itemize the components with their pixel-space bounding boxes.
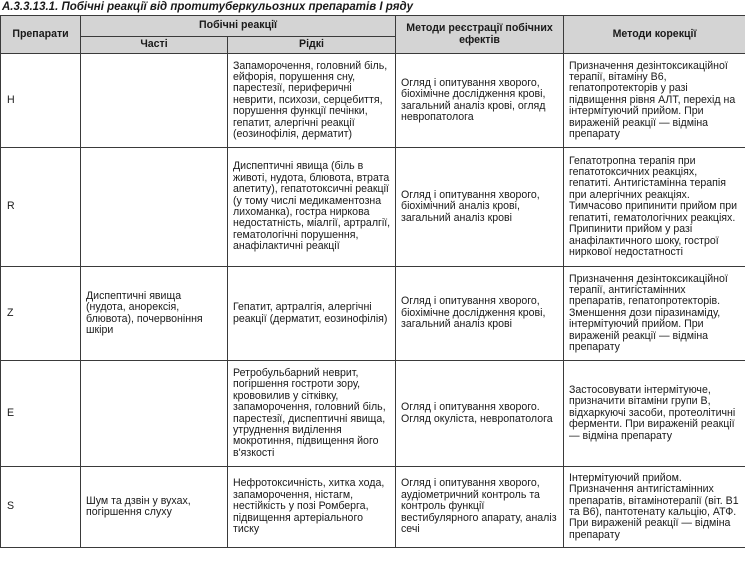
header-rare: Рідкі [228, 37, 396, 54]
registration-cell: Огляд і опитування хворого. Огляд окуліста, невропатолога [396, 361, 564, 467]
correction-cell: Гепатотропна терапія при гепатотоксичних реакціях, гепатиті. Антигістамінна терапія при алергічних реакціях. Тимчасово припинити прийом при гепатиті, гематологічних реакціях. Припинити прийом у разі анафілактичного шоку, гострої ниркової недостатності [564, 148, 745, 267]
drug-cell: E [1, 361, 81, 467]
registration-cell: Огляд і опитування хворого, біохімічне дослідження крові, загальний аналіз крові [396, 267, 564, 361]
registration-cell: Огляд і опитування хворого, аудіометричний контроль та контроль функції вестибулярного апарату, аналіз сечі [396, 467, 564, 548]
frequent-cell: Шум та дзвін у вухах, погіршення слуху [81, 467, 228, 548]
rare-cell: Нефротоксичність, хитка хода, запаморочення, ністагм, нестійкість у позі Ромберга, підвищення артеріального тиску [228, 467, 396, 548]
header-registration: Методи реєстрації побічних ефектів [396, 16, 564, 54]
table-row [1, 467, 745, 548]
correction-cell: Призначення дезінтоксикаційної терапії, антигістамінних препаратів, гепатопротекторів. Зменшення дози піразинаміду, інтермітуючий прийом. При вираженій реакції — відміна препарату [564, 267, 745, 361]
correction-cell: Призначення дезінтоксикаційної терапії, вітаміну В6, гепатопротекторів у разі підвищення рівня АЛТ, перехід на інтермітуючий прийом. При вираженій реакції — відміна препарату [564, 54, 745, 148]
frequent-cell [81, 54, 228, 148]
side-effects-table [0, 15, 745, 548]
drug-cell: H [1, 54, 81, 148]
registration-cell: Огляд і опитування хворого, біохімічний аналіз крові, загальний аналіз крові [396, 148, 564, 267]
table-title: А.3.3.13.1. Побічні реакції від протитуберкульозних препаратів І ряду [2, 1, 414, 13]
header-row [1, 16, 745, 37]
rare-cell: Запаморочення, головний біль, ейфорія, порушення сну, парестезії, периферичні неврити, психози, серцебиття, порушення функції печінки, гепатит, алергічні реакції (еозинофілія, дерматит) [228, 54, 396, 148]
table-row [1, 54, 745, 148]
table-row [1, 267, 745, 361]
drug-cell: Z [1, 267, 81, 361]
header-drugs: Препарати [1, 16, 81, 54]
header-correction: Методи корекції [564, 16, 745, 54]
frequent-cell [81, 148, 228, 267]
rare-cell: Гепатит, артралгія, алергічні реакції (дерматит, еозинофілія) [228, 267, 396, 361]
table-row [1, 361, 745, 467]
header-side-effects: Побічні реакції [81, 16, 396, 37]
drug-cell: S [1, 467, 81, 548]
frequent-cell: Диспептичні явища (нудота, анорексія, блювота), почервоніння шкіри [81, 267, 228, 361]
rare-cell: Ретробульбарний неврит, погіршення гостроти зору, крововилив у сітківку, запаморочення, головний біль, парестезії, диспептичні явища, утруднення виділення мокротиння, підвищення його в'язкості [228, 361, 396, 467]
registration-cell: Огляд і опитування хворого, біохімічне дослідження крові, загальний аналіз крові, огляд невропатолога [396, 54, 564, 148]
frequent-cell [81, 361, 228, 467]
header-frequent: Часті [81, 37, 228, 54]
correction-cell: Інтермітуючий прийом. Призначення антигістамінних препаратів, вітамінотерапії (віт. В1 та В6), пантотенату кальцію, АТФ. При вираженій реакції — відміна препарату [564, 467, 745, 548]
drug-cell: R [1, 148, 81, 267]
rare-cell: Диспептичні явища (біль в животі, нудота, блювота, втрата апетиту), гепатотоксичні реакції (у тому числі медикаментозна лихоманка), гостра ниркова недостатність, міалгії, артралгії, гематологічні порушення, анафілактичні реакції [228, 148, 396, 267]
correction-cell: Застосовувати інтермітуюче, призначити вітаміни групи В, відхаркуючі засоби, протеолітичні ферменти. При вираженій реакції — відміна препарату [564, 361, 745, 467]
table-row [1, 148, 745, 267]
